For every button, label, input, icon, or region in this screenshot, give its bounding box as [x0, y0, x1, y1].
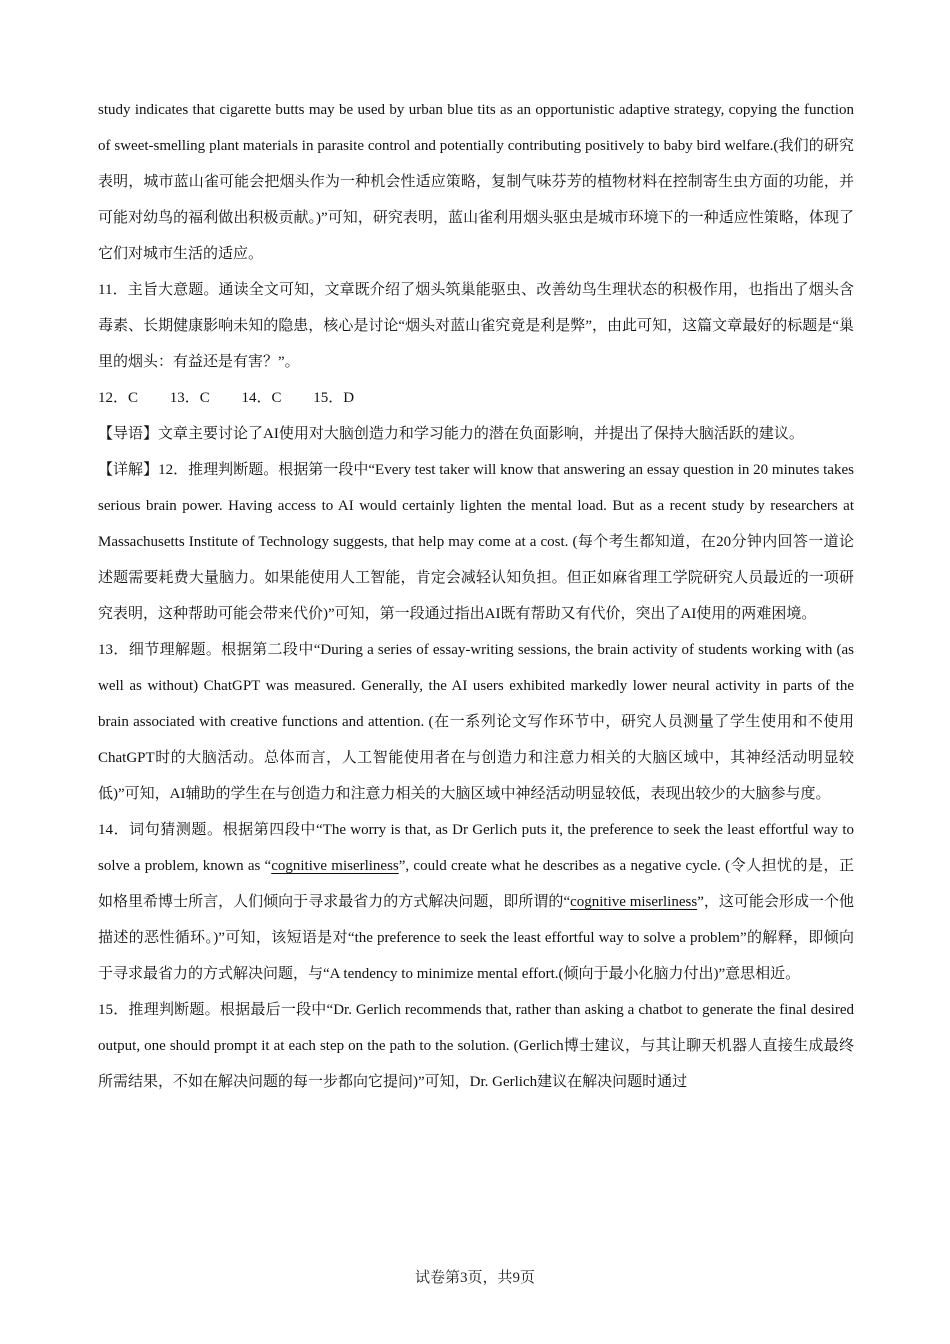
- answer-14-text-b: ”, could create what he describes as a negative cycle. (令人担忧的是，正如格里希博士所言，人们倾向于寻求最省力的方式解决问题，即所谓的“: [98, 858, 854, 910]
- paragraph-answer-13: 13．细节理解题。根据第二段中“During a series of essay-writing sessions, the brain activity of students working with (as well as without) ChatGPT was measured. Generally, the AI users exhibited markedly lower neural activity in parts of the brain associated with creative functions and attention. (在一系列论文写作环节中，研究人员测量了学生使用和不使用ChatGPT时的大脑活动。总体而言，人工智能使用者在与创造力和注意力相关的大脑区域中，其神经活动明显较低)”可知，AI辅助的学生在与创造力和注意力相关的大脑区域中神经活动明显较低，表现出较少的大脑参与度。: [98, 642, 854, 802]
- underlined-term: cognitive miserliness: [271, 858, 399, 874]
- document-body: [98, 92, 854, 1100]
- paragraph-guide: 【导语】文章主要讨论了AI使用对大脑创造力和学习能力的潜在负面影响，并提出了保持大脑活跃的建议。: [98, 426, 804, 442]
- answer-15: 15．D: [313, 390, 355, 406]
- paragraph-answer-10-end: study indicates that cigarette butts may be used by urban blue tits as an opportunistic adaptive strategy, copying the function of sweet-smelling plant materials in parasite control and potentially contributing positively to baby bird welfare.(我们的研究表明，城市蓝山雀可能会把烟头作为一种机会性适应策略，复制气味芬芳的植物材料在控制寄生虫方面的功能，并可能对幼鸟的福利做出积极贡献。)”可知，研究表明，蓝山雀利用烟头驱虫是城市环境下的一种适应性策略，体现了它们对城市生活的适应。: [98, 102, 854, 262]
- answer-14: 14．C: [241, 390, 282, 406]
- answer-13: 13．C: [169, 390, 210, 406]
- underlined-term: cognitive miserliness: [570, 894, 698, 910]
- answer-key-line: [98, 380, 854, 416]
- paragraph-answer-12: 【详解】12．推理判断题。根据第一段中“Every test taker will know that answering an essay question in 20 minutes takes serious brain power. Having access to AI would certainly lighten the mental load. But as a recent study by researchers at Massachusetts Institute of Technology suggests, that help may come at a cost. (每个考生都知道，在20分钟内回答一道论述题需要耗费大量脑力。如果能使用人工智能，肯定会减轻认知负担。但正如麻省理工学院研究人员最近的一项研究表明，这种帮助可能会带来代价)”可知，第一段通过指出AI既有帮助又有代价，突出了AI使用的两难困境。: [98, 462, 854, 622]
- paragraph-answer-15: 15．推理判断题。根据最后一段中“Dr. Gerlich recommends that, rather than asking a chatbot to generate the final desired output, one should prompt it at each step on the path to the solution. (Gerlich博士建议，与其让聊天机器人直接生成最终所需结果，不如在解决问题的每一步都向它提问)”可知，Dr. Gerlich建议在解决问题时通过: [98, 1002, 854, 1090]
- paragraph-answer-14: [98, 812, 854, 992]
- answer-14-text-c: ”，这可能会形成一个他描述的恶性循环。)”可知，该短语是对“the preference to seek the least effortful way to solve a problem”的解释，即倾向于寻求最省力的方式解决问题，与“A tendency to minimize mental effort.(倾向于最小化脑力付出)”意思相近。: [98, 894, 854, 982]
- answer-14-text-a: 14．词句猜测题。根据第四段中“The worry is that, as Dr Gerlich puts it, the preference to seek the least effortful way to solve a problem, known as “: [98, 822, 854, 874]
- answer-12: 12．C: [98, 390, 139, 406]
- page-footer: 试卷第3页，共9页: [414, 1270, 535, 1286]
- paragraph-answer-11: 11．主旨大意题。通读全文可知，文章既介绍了烟头筑巢能驱虫、改善幼鸟生理状态的积极作用，也指出了烟头含毒素、长期健康影响未知的隐患，核心是讨论“烟头对蓝山雀究竟是利是弊”，由此可知，这篇文章最好的标题是“巢里的烟头：有益还是有害？”。: [98, 282, 854, 370]
